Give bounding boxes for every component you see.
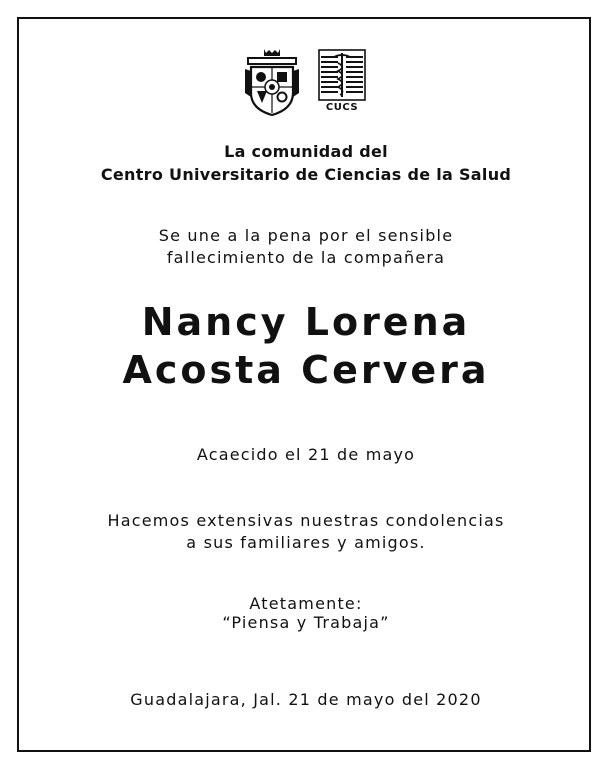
- place-and-date: Guadalajara, Jal. 21 de mayo del 2020: [130, 690, 482, 709]
- deceased-name-line-2: Acosta Cervera: [122, 348, 490, 392]
- condolence-line-1: Se une a la pena por el sensible: [158, 226, 454, 245]
- header-logos: [0, 47, 612, 119]
- signoff-motto: “Piensa y Trabaja”: [222, 613, 390, 632]
- date-of-death: Acaecido el 21 de mayo: [196, 445, 416, 464]
- cucs-label: CUCS: [325, 102, 359, 113]
- condolence-line-2: fallecimiento de la compañera: [166, 248, 446, 267]
- intro-line-1: La comunidad del: [224, 142, 388, 161]
- udg-seal-logo: [241, 47, 303, 117]
- signoff-line-1: Atetamente:: [249, 594, 363, 613]
- message-line-1: Hacemos extensivas nuestras condolencias: [107, 511, 505, 530]
- deceased-name-line-1: Nancy Lorena: [141, 300, 471, 344]
- message-line-2: a sus familiares y amigos.: [186, 533, 426, 552]
- intro-line-2: Centro Universitario de Ciencias de la Salud: [100, 165, 512, 184]
